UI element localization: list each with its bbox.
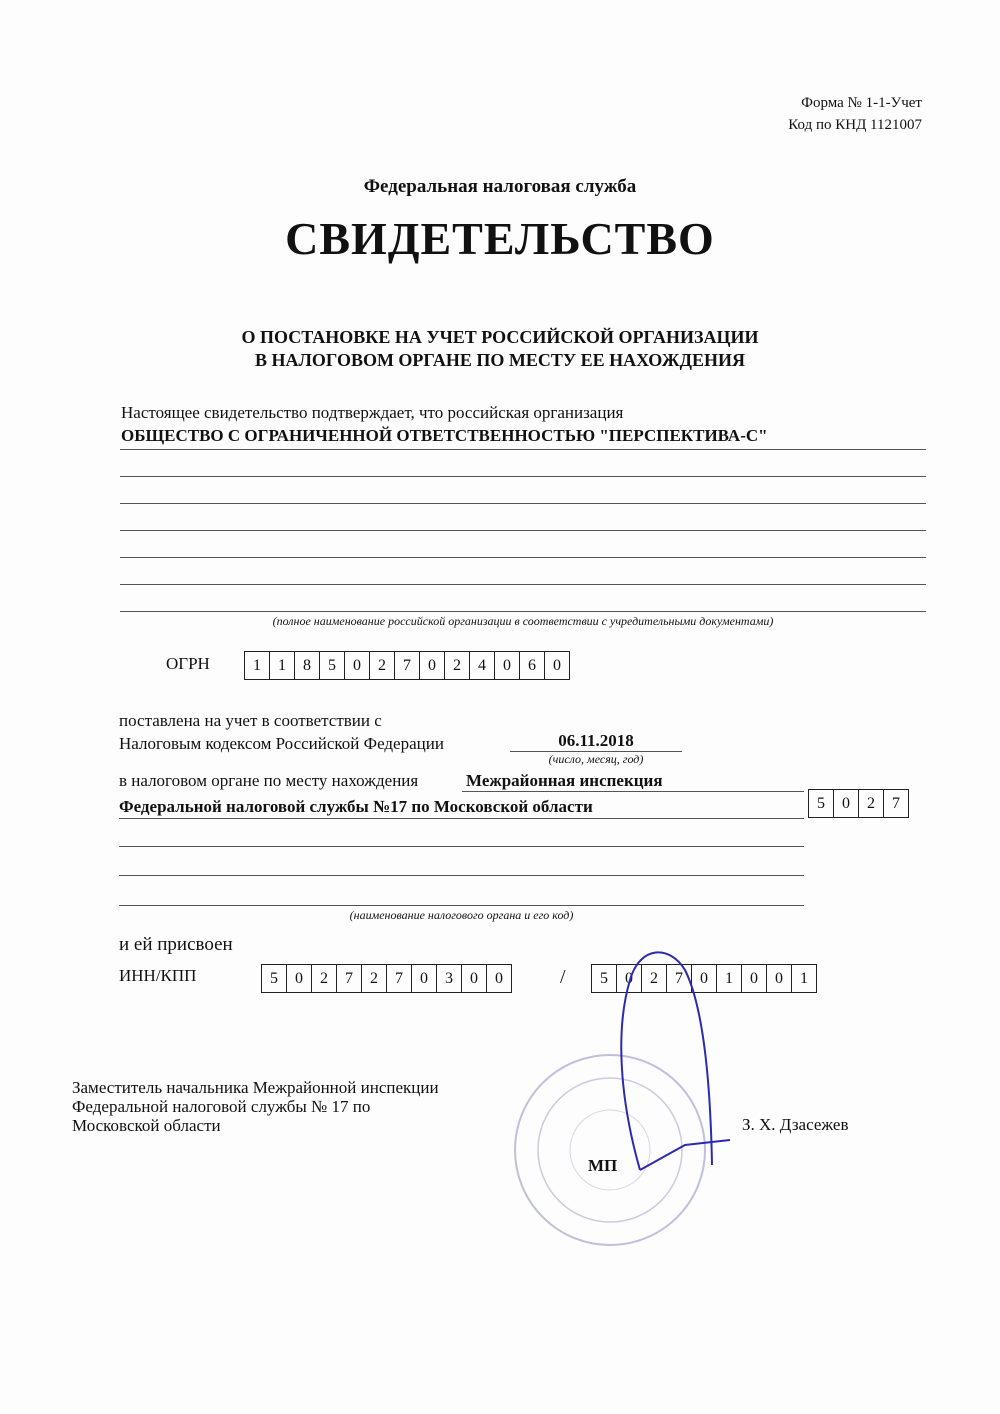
registration-line-2: Налоговым кодексом Российской Федерации [119,734,444,753]
ogrn-digit: 6 [520,652,545,679]
org-line-4 [120,530,926,531]
ogrn-digit: 0 [553,657,561,674]
kpp-digit: 7 [667,965,692,992]
ogrn-digit: 5 [320,652,345,679]
handwritten-signature-icon [600,940,740,1180]
registration-date: 06.11.2018 [558,731,634,750]
ogrn-boxes [244,651,570,680]
inn-digit: 0 [462,965,487,992]
subtitle-line-2: В НАЛОГОВОМ ОРГАНЕ ПО МЕСТУ ЕЕ НАХОЖДЕНИЯ [255,350,745,370]
inn-digit: 0 [495,970,503,987]
inn-digit: 0 [412,965,437,992]
ogrn-digit: 2 [445,652,470,679]
inn-kpp-label: ИНН/КПП [119,966,197,985]
org-line-7 [120,611,926,612]
ogrn-digit: 2 [370,652,395,679]
ogrn-digit: 0 [420,652,445,679]
location-label: в налоговом органе по месту нахождения [119,771,419,790]
authority-code-digit: 5 [809,790,834,817]
org-line-5 [120,557,926,558]
inn-digit: 5 [262,965,287,992]
inn-kpp-separator: / [560,966,566,988]
authority-line-rule-1 [462,791,804,792]
kpp-digit: 2 [642,965,667,992]
agency-name: Федеральная налоговая служба [363,176,637,197]
kpp-digit: 1 [717,965,742,992]
kpp-digit: 5 [592,965,617,992]
inn-digit: 2 [312,965,337,992]
intro-text: Настоящее свидетельство подтверждает, что российская организация [121,403,624,422]
position-line-3: Московской области [72,1116,221,1135]
signer-position [72,1078,439,1135]
inn-boxes [261,964,512,993]
inn-digit: 3 [437,965,462,992]
authority-caption: (наименование налогового органа и его код) [349,908,574,922]
ogrn-label: ОГРН [166,654,210,673]
inn-digit: 7 [387,965,412,992]
assigned-label: и ей присвоен [119,934,233,955]
authority-code-digit: 7 [892,795,900,812]
stamp-place-label: МП [588,1156,618,1175]
ogrn-digit: 0 [345,652,370,679]
authority-line-1: Межрайонная инспекция [466,771,663,790]
authority-line-rule-5 [119,905,804,906]
authority-code-digit: 0 [834,790,859,817]
inn-digit: 2 [362,965,387,992]
subtitle-line-1: О ПОСТАНОВКЕ НА УЧЕТ РОССИЙСКОЙ ОРГАНИЗАЦИИ [241,327,759,347]
ogrn-digit: 8 [295,652,320,679]
organization-name: ОБЩЕСТВО С ОГРАНИЧЕННОЙ ОТВЕТСТВЕННОСТЬЮ "ПЕРСПЕКТИВА-С" [121,426,768,445]
position-line-2: Федеральной налоговой службы № 17 по [72,1097,371,1116]
org-line-6 [120,584,926,585]
ogrn-digit: 0 [495,652,520,679]
form-number: Форма № 1-1-Учет [801,95,922,111]
date-caption: (число, месяц, год) [548,752,644,766]
org-line-2 [120,476,926,477]
org-name-caption: (полное наименование российской организации в соответствии с учредительными документами) [272,614,774,628]
kpp-digit: 0 [692,965,717,992]
ogrn-digit: 1 [270,652,295,679]
signer-name: З. Х. Дзасежев [742,1115,849,1134]
knd-code: Код по КНД 1121007 [788,117,922,133]
document-subtitle [0,326,1000,372]
registration-line-1: поставлена на учет в соответствии с [119,711,382,730]
ogrn-digit: 1 [245,652,270,679]
authority-code-boxes [808,789,909,818]
ogrn-digit: 7 [395,652,420,679]
ogrn-digit: 4 [470,652,495,679]
authority-line-2: Федеральной налоговой службы №17 по Московской области [119,797,593,816]
authority-line-rule-2 [119,818,804,819]
inn-digit: 7 [337,965,362,992]
authority-code-digit: 2 [859,790,884,817]
inn-digit: 0 [287,965,312,992]
kpp-digit: 1 [800,970,808,987]
org-line-3 [120,503,926,504]
authority-line-rule-3 [119,846,804,847]
authority-line-rule-4 [119,875,804,876]
org-line-1 [120,449,926,450]
kpp-digit: 0 [767,965,792,992]
document-title: СВИДЕТЕЛЬСТВО [285,213,715,264]
kpp-digit: 0 [742,965,767,992]
position-line-1: Заместитель начальника Межрайонной инспекции [72,1078,439,1097]
form-header [788,92,922,136]
kpp-digit: 0 [617,965,642,992]
